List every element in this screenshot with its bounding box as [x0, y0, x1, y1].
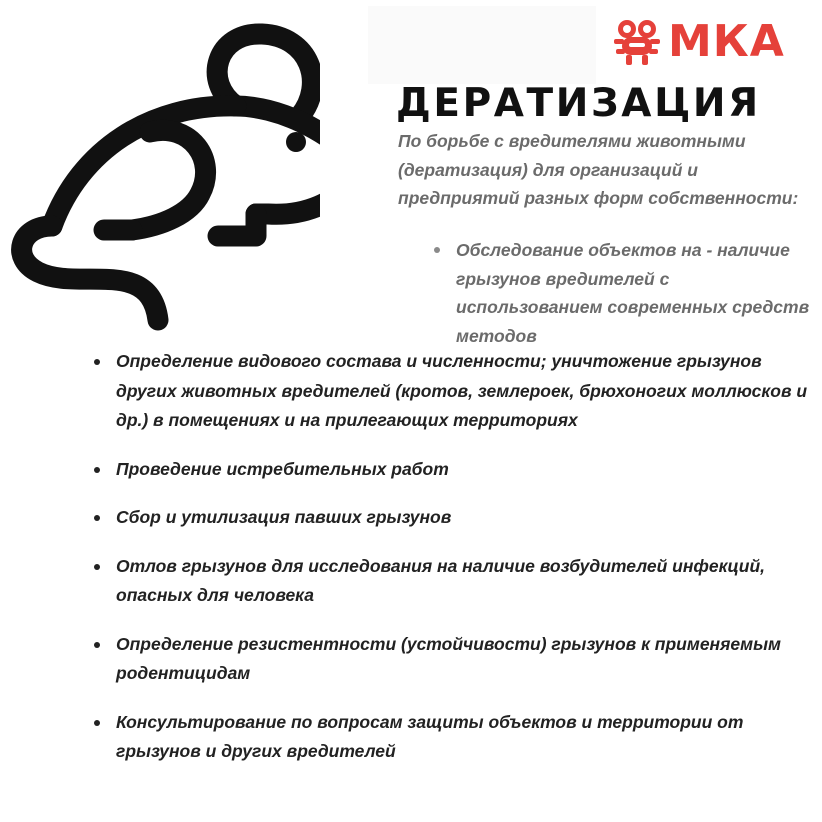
page-title: ДЕРАТИЗАЦИЯ — [396, 81, 761, 126]
bug-logo-icon — [612, 17, 662, 67]
services-list-item: Сбор и утилизация павших грызунов — [88, 503, 808, 533]
services-list — [88, 347, 808, 786]
services-list-item: Проведение истребительных работ — [88, 455, 808, 485]
logo — [612, 14, 785, 70]
intro-list-item: Обследование объектов на - наличие грызунов вредителей с использованием современных средств методов — [398, 236, 816, 350]
intro-text: По борьбе с вредителями животными (дератизация) для организаций и предприятий разных форм собственности: — [398, 131, 799, 208]
services-list-item: Определение резистентности (устойчивости) грызунов к применяемым родентицидам — [88, 630, 808, 689]
services-list-item: Отлов грызунов для исследования на наличие возбудителей инфекций, опасных для человека — [88, 552, 808, 611]
services-list-item: Определение видового состава и численности; уничтожение грызунов других животных вредителей (кротов, землероек, брюхоногих моллюсков и др.) в помещениях и на прилегающих территориях — [88, 347, 808, 436]
intro-list — [398, 236, 816, 350]
services-list-item: Консультирование по вопросам защиты объектов и территории от грызунов и других вредителей — [88, 708, 808, 767]
logo-backdrop — [368, 6, 596, 84]
logo-text: МКА — [668, 16, 785, 67]
mouse-icon — [0, 20, 320, 340]
